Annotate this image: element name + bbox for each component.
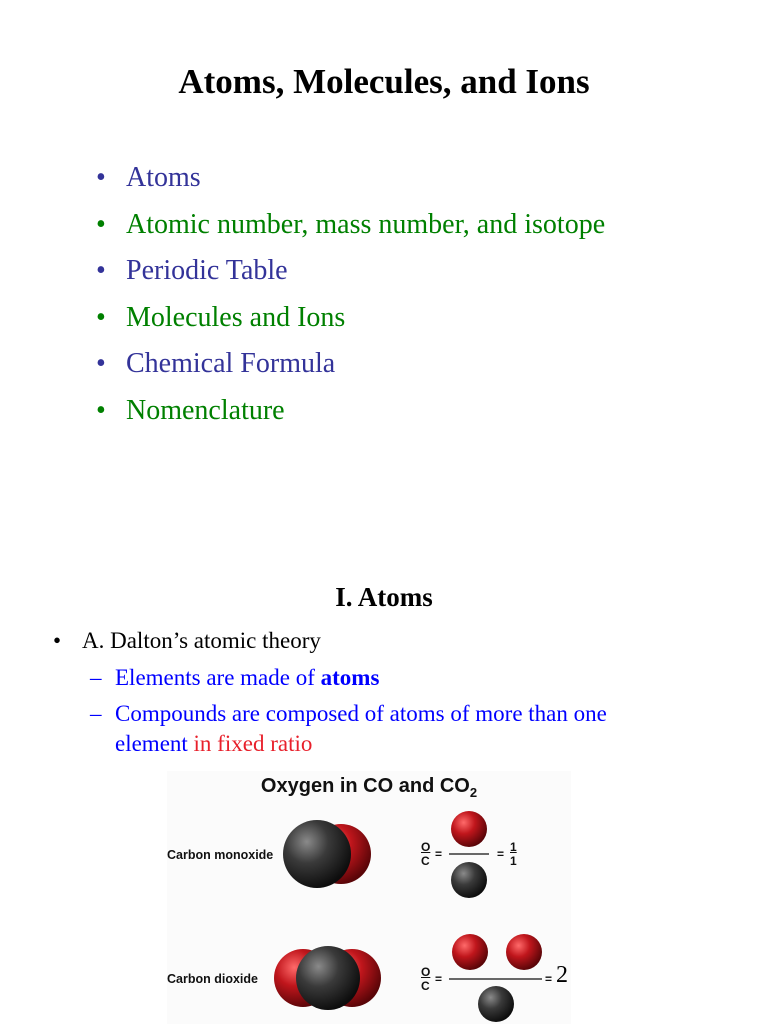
- bullet-icon: •: [96, 162, 106, 193]
- slide-title: Atoms, Molecules, and Ions: [178, 62, 590, 101]
- sub-bullet-compounds-line2: [115, 729, 312, 759]
- list-item-text: Atomic number, mass number, and isotope: [126, 208, 606, 240]
- figure-title-subscript: 2: [469, 785, 478, 800]
- ratio-numerator: 1: [510, 840, 517, 854]
- sub-bullet-text: Elements are made of: [115, 665, 321, 690]
- ratio-result: 2: [556, 962, 568, 988]
- dash-icon: –: [90, 665, 102, 690]
- oxygen-atom: [506, 934, 542, 970]
- oxygen-atom: [451, 811, 487, 847]
- highlight-text: in fixed ratio: [193, 731, 313, 756]
- fraction-denominator: C: [421, 854, 430, 868]
- co-molecule-model: [283, 820, 371, 888]
- bullet-icon: •: [96, 348, 106, 379]
- equals-sign: =: [435, 847, 443, 861]
- list-item-text: Atoms: [126, 162, 201, 193]
- list-item-text: Molecules and Ions: [126, 301, 346, 333]
- carbon-atom: [478, 986, 514, 1022]
- ratio-denominator: 1: [510, 854, 517, 868]
- oxygen-atom: [452, 934, 488, 970]
- bullet-icon: •: [53, 628, 62, 653]
- figure-title: Oxygen in CO and $CO_2$: [260, 775, 478, 800]
- list-item-text: Nomenclature: [126, 394, 285, 426]
- carbon-atom: [283, 820, 351, 888]
- co2-molecule-model: [274, 946, 381, 1010]
- bullet-icon: •: [96, 255, 106, 286]
- molecule-diagram: [167, 771, 571, 1024]
- bullet-text: A. Dalton’s atomic theory: [82, 628, 321, 653]
- equals-sign: =: [545, 972, 553, 986]
- co-co2-figure: [167, 771, 571, 1024]
- section-title: I. Atoms: [335, 582, 433, 612]
- sub-bullet-bold: atoms: [320, 665, 380, 690]
- bullet-icon: •: [96, 394, 106, 426]
- fraction-numerator: O: [421, 965, 431, 979]
- bullet-icon: •: [96, 208, 106, 240]
- equals-sign: =: [497, 847, 505, 861]
- sub-bullet-elements: [115, 663, 379, 693]
- molecule-label: Carbon monoxide: [167, 848, 274, 862]
- dash-icon: –: [90, 701, 102, 726]
- fraction-numerator: O: [421, 840, 431, 854]
- bullet-icon: •: [96, 301, 106, 333]
- sub-bullet-compounds-line1: Compounds are composed of atoms of more than one: [115, 701, 607, 726]
- carbon-atom: [451, 862, 487, 898]
- carbon-atom: [296, 946, 360, 1010]
- fraction-denominator: C: [421, 979, 430, 993]
- molecule-label: Carbon dioxide: [167, 972, 258, 986]
- sub-bullet-text: element: [115, 731, 194, 756]
- list-item-text: Chemical Formula: [126, 348, 336, 379]
- equals-sign: =: [435, 972, 443, 986]
- list-item-text: Periodic Table: [126, 255, 288, 286]
